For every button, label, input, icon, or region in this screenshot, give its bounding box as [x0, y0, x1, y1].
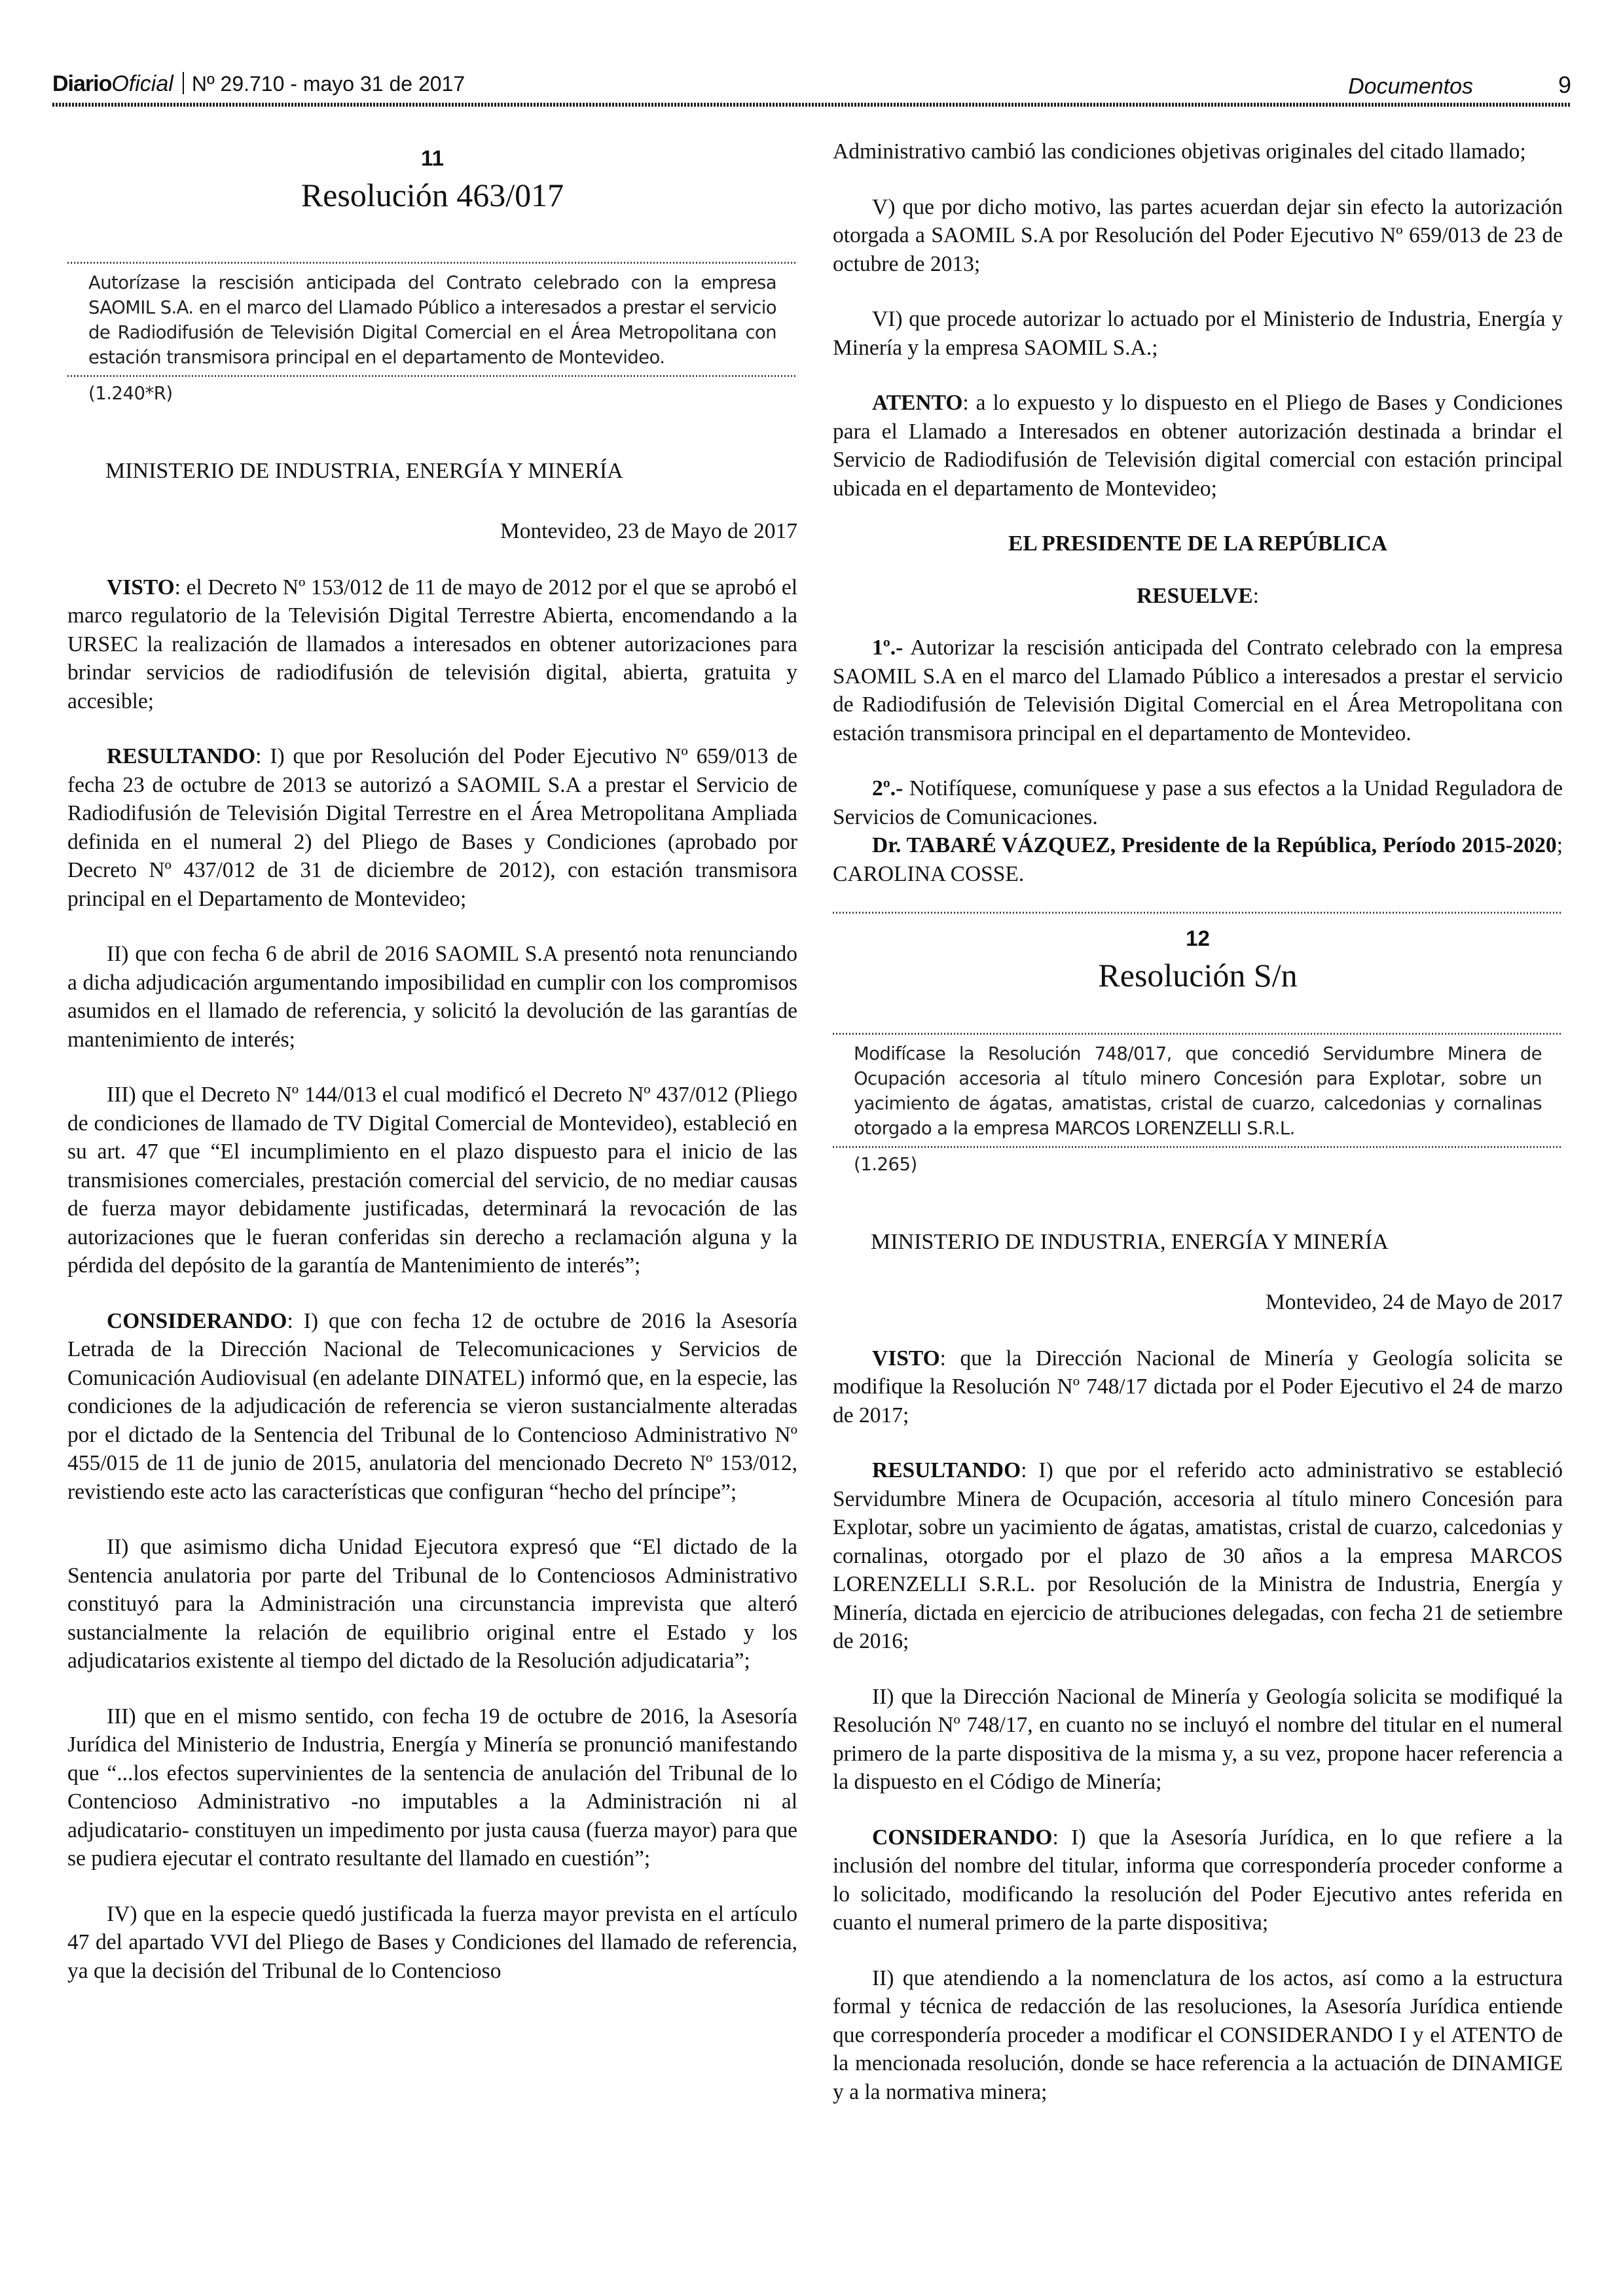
ministry-name: MINISTERIO DE INDUSTRIA, ENERGÍA Y MINERÍA: [105, 459, 623, 483]
visto-label: VISTO: [872, 1346, 940, 1371]
header-rule: [52, 103, 1571, 107]
considerando-label: CONSIDERANDO: [872, 1825, 1053, 1850]
resuelve-label: RESUELVE: [1137, 583, 1253, 608]
resultando-paragraph-3: III) que el Decreto Nº 144/013 el cual modificó el Decreto Nº 437/012 (Pliego de condiciones de llamado de TV Digital Comercial de Montevideo), estableció en su art. 47 que “El incumplimiento en el plazo dispuesto para el inicio de las transmisiones comerciales, prestación comercial del servicio, de no mediar causas de fuerza mayor debidamente justificadas, determinará la revocación de las autorizaciones que le fueran conferidas sin derecho a reclamación alguna y la pérdida del depósito de la garantía de Mantenimiento de interés”;: [67, 1083, 797, 1278]
resultando-paragraph-2: II) que la Dirección Nacional de Minería y Geología solicita se modifiqué la Resolución Nº 748/17, en cuanto no se incluyó el nombre del titular en el numeral primero de la parte dispositiva de la misma y, a su vez, propone hacer referencia a la dispuesto en el Código de Minería;: [833, 1684, 1563, 1794]
resultando-paragraph-2: II) que con fecha 6 de abril de 2016 SAOMIL S.A presentó nota renunciando a dicha adjudicación argumentando imposibilidad en cumplir con los compromisos asumidos en el llamado de referencia, y solicitó la devolución de las garantías de mantenimiento de interés;: [67, 942, 797, 1052]
considerando-text: : I) que con fecha 12 de octubre de 2016 la Asesoría Letrada de la Dirección Nacional de Telecomunicaciones y Servicios de Comunicación Audiovisual (en adelante DINATEL) informó que, en la especie, las condiciones de la adjudicación de referencia se vieron sustancialmente alteradas por el dictado de la Sentencia del Tribunal de lo Contencioso Administrativo Nº 455/015 de 11 de junio de 2015, anulatoria del mencionado Decreto Nº 153/012, revistiendo este acto las características que configuran “hecho del príncipe”;: [67, 1308, 797, 1504]
ministry-name: MINISTERIO DE INDUSTRIA, ENERGÍA Y MINERÍA: [871, 1230, 1389, 1254]
visto-label: VISTO: [107, 575, 175, 600]
considerando-paragraph-2: II) que asimismo dicha Unidad Ejecutora expresó que “El dictado de la Sentencia anulatoria por parte del Tribunal de lo Contenciosos Administrativo constituyó para la Administración una circunstancia imprevista que alteró sustancialmente la relación de equilibrio original entre el Estado y los adjudicatarios existente al tiempo del dictado de la Resolución adjudicataria”;: [67, 1535, 797, 1673]
date-line: Montevideo, 23 de Mayo de 2017: [500, 519, 797, 543]
signature-president: Dr. TABARÉ VÁZQUEZ, Presidente de la República, Período 2015-2020: [872, 833, 1557, 857]
section-label: Documentos: [1348, 74, 1473, 99]
article-2-label: 2º.-: [872, 776, 903, 800]
resolution-title: Resolución S/n: [1098, 957, 1298, 994]
considerando-text: : I) que la Asesoría Jurídica, en lo que refiere a la inclusión del nombre del titular, informa que correspondería proceder conforme a lo solicitado, modificando la resolución del Poder Ejecutivo antes referida en cuanto el numeral primero de la parte dispositiva;: [833, 1825, 1563, 1935]
article-2: [833, 774, 1563, 831]
resultando-text: : I) que por Resolución del Poder Ejecutivo Nº 659/013 de fecha 23 de octubre de 2013 se autorizó a SAOMIL S.A a prestar el Servicio de Radiodifusión de Televisión Digital Terrestre en el Área Metropolitana Ampliada definida en el numeral 2) del Pliego de Bases y Condiciones (aprobado por Decreto Nº 437/012 de 31 de diciembre de 2012), con estación transmisora principal en el Departamento de Montevideo;: [67, 744, 797, 911]
reference-code: (1.265): [854, 1154, 917, 1175]
resultando-label: RESULTANDO: [107, 744, 256, 768]
resolution-summary: Autorízase la rescisión anticipada del Contrato celebrado con la empresa SAOMIL S.A. en el marco del Llamado Público a interesados a prestar el servicio de Radiodifusión de Televisión Digital Comercial en el Área Metropolitana con estación transmisora principal en el departamento de Montevideo.: [88, 272, 776, 368]
resuelve-heading: [833, 582, 1563, 611]
considerando-paragraph-1: [833, 1823, 1563, 1937]
article-1-text: Autorizar la rescisión anticipada del Contrato celebrado con la empresa SAOMIL S.A en el marco del Llamado Público a interesados a prestar el servicio de Radiodifusión de Televisión Digital Comercial en el Área Metropolitana con estación transmisora principal en el departamento de Montevideo.: [833, 636, 1563, 745]
masthead: [52, 69, 465, 99]
resolution-number: 11: [421, 146, 444, 170]
visto-text: : el Decreto Nº 153/012 de 11 de mayo de 2012 por el que se aprobó el marco regulatorio de la Televisión Digital Terrestre Abierta, encomendando a la URSEC la realización de llamados a interesados en obtener autorizaciones para brindar servicios de radiodifusión de televisión digital, abierta, gratuita y accesible;: [67, 575, 797, 713]
considerando-paragraph-5: V) que por dicho motivo, las partes acuerdan dejar sin efecto la autorización otorgada a SAOMIL S.A por Resolución del Poder Ejecutivo Nº 659/013 de 23 de octubre de 2013;: [833, 194, 1563, 276]
president-heading: EL PRESIDENTE DE LA REPÚBLICA: [1008, 531, 1387, 556]
signature-minister: ; CAROLINA COSSE.: [833, 833, 1563, 886]
atento-label: ATENTO: [872, 391, 963, 415]
masthead-separator: [183, 72, 184, 94]
brand-diario: Diario: [52, 71, 112, 96]
resultando-paragraph-1: [833, 1456, 1563, 1656]
resultando-paragraph-1: [67, 742, 797, 913]
resuelve-colon: :: [1252, 583, 1259, 608]
visto-paragraph: [67, 573, 797, 716]
considerando-paragraph-1: [67, 1307, 797, 1507]
considerando-paragraph-2: II) que atendiendo a la nomenclatura de los actos, así como a la estructura formal y técnica de redacción de las resoluciones, la Asesoría Jurídica entiende que correspondería proceder a modificar el CONSIDERANDO I y el ATENTO de la mencionada resolución, donde se hace referencia a la actuación de DINAMIGE y a la normativa minera;: [833, 1965, 1563, 2104]
atento-text: : a lo expuesto y lo dispuesto en el Pliego de Bases y Condiciones para el Llamado a Interesados en obtener autorización destinada a brindar el Servicio de Radiodifusión de Televisión digital comercial con estación principal ubicada en el departamento de Montevideo;: [833, 391, 1563, 501]
page-header: [52, 69, 1571, 115]
resultando-text: : I) que por el referido acto administrativo se estableció Servidumbre Minera de Ocupación, accesoria al título minero Concesión para Explotar, sobre un yacimiento de ágatas, amatistas, cristal de cuarzo, calcedonias y cornalinas, otorgado por el plazo de 30 años a la empresa MARCOS LORENZELLI S.R.L. por Resolución de la Ministra de Industria, Energía y Minería, dictada en ejercicio de atribuciones delegadas, con fecha 21 de setiembre de 2016;: [833, 1458, 1563, 1653]
article-1: [833, 634, 1563, 747]
resolution-12: [833, 924, 1563, 2106]
date-line: Montevideo, 24 de Mayo de 2017: [1265, 1290, 1563, 1314]
right-column: [833, 137, 1563, 2133]
resolution-summary: Modifícase la Resolución 748/017, que concedió Servidumbre Minera de Ocupación accesoria al título minero Concesión para Explotar, sobre un yacimiento de ágatas, amatistas, cristal de cuarzo, calcedonias y cornalinas otorgado a la empresa MARCOS LORENZELLI S.R.L.: [854, 1043, 1542, 1139]
page-number: 9: [1558, 71, 1571, 98]
issue-info: Nº 29.710 - mayo 31 de 2017: [191, 72, 465, 96]
considerando-paragraph-3: III) que en el mismo sentido, con fecha 19 de octubre de 2016, la Asesoría Jurídica del Ministerio de Industria, Energía y Minería se pronunció manifestando que “...los efectos supervinientes de la sentencia de anulación del Tribunal de lo Contencioso Administrativo -no imputables a la Administración ni al adjudicatario- constituyen un impedimento por justa causa (fuerza mayor) para que se pudiera ejecutar el contrato resultante del llamado en cuestión”;: [67, 1704, 797, 1871]
article-1-label: 1º.-: [872, 636, 903, 660]
reference-code: (1.240*R): [88, 383, 173, 404]
visto-paragraph: [833, 1344, 1563, 1430]
considerando-paragraph-4-continued: Administrativo cambió las condiciones objetivas originales del citado llamado;: [833, 139, 1526, 164]
resultando-label: RESULTANDO: [872, 1458, 1021, 1482]
considerando-paragraph-4: IV) que en la especie quedó justificada la fuerza mayor prevista en el artículo 47 del apartado VVI del Pliego de Bases y Condiciones del llamado de referencia, ya que la decisión del Tribunal de lo Contencioso: [67, 1901, 797, 1983]
left-column: [67, 137, 797, 1985]
resolution-title: Resolución 463/017: [301, 177, 564, 213]
dotted-divider: [833, 912, 1563, 914]
considerando-label: CONSIDERANDO: [107, 1308, 287, 1333]
article-2-text: Notifíquese, comuníquese y pase a sus efectos a la Unidad Reguladora de Servicios de Comunicaciones.: [833, 776, 1563, 829]
signature: [833, 831, 1563, 888]
brand-oficial: Oficial: [111, 71, 173, 96]
visto-text: : que la Dirección Nacional de Minería y Geología solicita se modifique la Resolución Nº 748/17 dictada por el Poder Ejecutivo el 24 de marzo de 2017;: [833, 1346, 1563, 1427]
resolution-number: 12: [1186, 926, 1210, 950]
atento-paragraph: [833, 389, 1563, 503]
considerando-paragraph-6: VI) que procede autorizar lo actuado por el Ministerio de Industria, Energía y Minería y la empresa SAOMIL S.A.;: [833, 307, 1563, 360]
